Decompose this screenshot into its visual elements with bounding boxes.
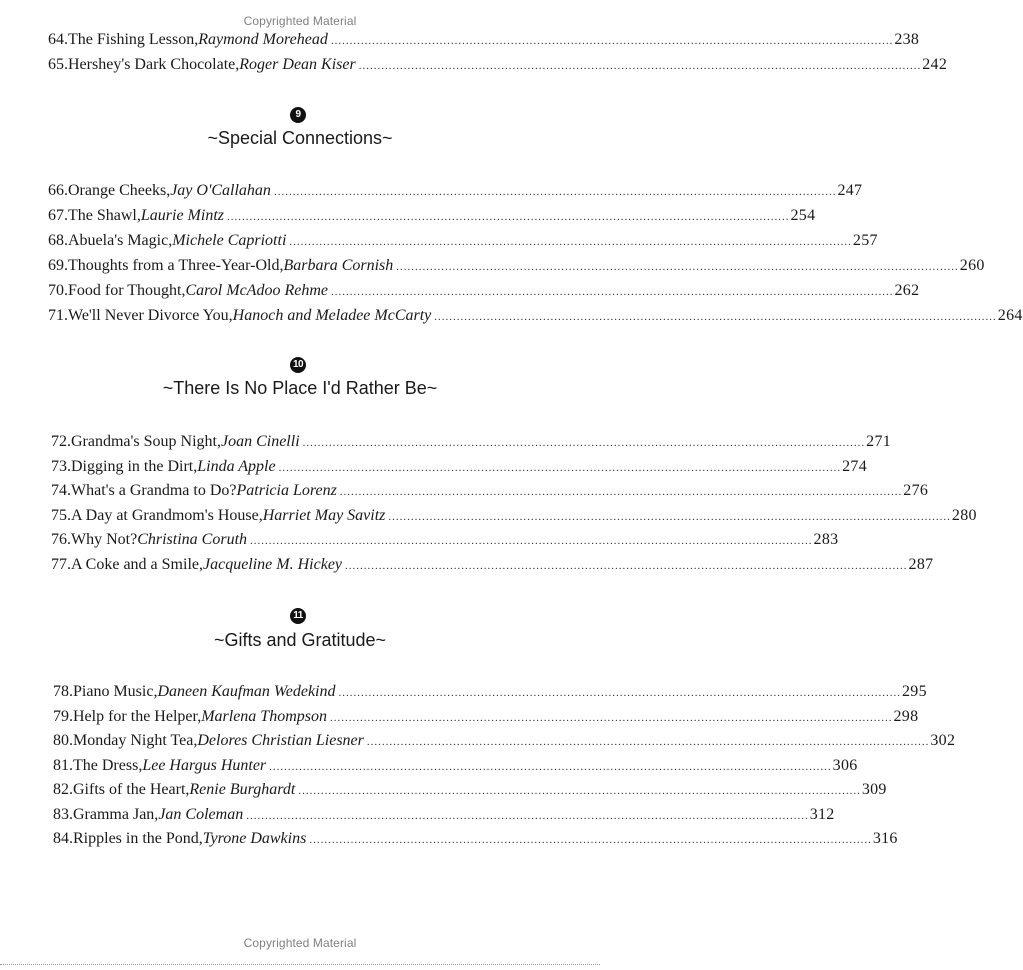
dot-leader: ......................................................................................................................................................	[298, 785, 861, 797]
entry-page: 280	[951, 507, 977, 524]
entry-title: Gifts of the Heart,	[73, 781, 190, 798]
entry-title: Why Not?	[71, 531, 138, 548]
entry-page: 260	[959, 257, 985, 274]
entry-page: 274	[842, 458, 867, 475]
entry-title: A Day at Grandmom's House,	[71, 507, 263, 524]
entry-number: 67.	[48, 207, 68, 224]
entry-title: Gramma Jan,	[73, 806, 159, 823]
dot-leader: ......................................................................................................................................................	[289, 236, 852, 248]
toc-entry[interactable]	[48, 181, 863, 202]
entry-number: 72.	[51, 433, 71, 450]
toc-entry[interactable]	[53, 829, 898, 850]
entry-page: 302	[930, 732, 956, 749]
dot-leader: ......................................................................................................................................................	[309, 834, 872, 846]
entry-title: The Dress,	[73, 757, 143, 774]
dot-leader: ......................................................................................................................................................	[302, 437, 866, 449]
entry-author: Carol McAdoo Rehme	[185, 282, 328, 299]
entry-number: 74.	[51, 482, 71, 499]
toc-entry[interactable]	[51, 555, 934, 576]
entry-number: 80.	[53, 732, 73, 749]
entry-number: 82.	[53, 781, 73, 798]
entry-author: Jacqueline M. Hickey	[202, 556, 343, 573]
entry-author: Roger Dean Kiser	[239, 56, 356, 73]
dot-leader: ......................................................................................................................................................	[358, 60, 922, 72]
chapter-heading: ~Gifts and Gratitude~	[213, 630, 387, 650]
entry-author: Laurie Mintz	[140, 207, 224, 224]
entry-author: Lee Hargus Hunter	[142, 757, 267, 774]
entry-number: 83.	[53, 806, 73, 823]
entry-page: 247	[837, 182, 863, 199]
entry-number: 78.	[53, 683, 73, 700]
dot-leader: ......................................................................................................................................................	[273, 186, 837, 198]
toc-entry[interactable]	[48, 206, 816, 227]
chapter-number-badge: 9	[290, 107, 306, 123]
entry-page: 316	[872, 830, 898, 847]
entry-page: 271	[866, 433, 892, 450]
dot-leader: ......................................................................................................................................................	[269, 761, 832, 773]
toc-entry[interactable]	[51, 530, 839, 551]
dot-leader: ......................................................................................................................................................	[366, 736, 930, 748]
entry-author: Harriet May Savitz	[262, 507, 386, 524]
entry-number: 65.	[48, 56, 68, 73]
dot-leader: ......................................................................................................................................................	[227, 211, 790, 223]
entry-title: Hershey's Dark Chocolate,	[68, 56, 240, 73]
entry-title: Thoughts from a Three-Year-Old,	[68, 257, 284, 274]
entry-page: 309	[861, 781, 887, 798]
entry-author: Marlena Thompson	[201, 708, 327, 725]
entry-title: Orange Cheeks,	[68, 182, 171, 199]
entry-title: Ripples in the Pond,	[73, 830, 203, 847]
toc-entry[interactable]	[51, 457, 867, 478]
entry-page: 276	[903, 482, 929, 499]
toc-entry[interactable]	[53, 805, 835, 826]
entry-page: 298	[893, 708, 919, 725]
dot-leader: ......................................................................................................................................................	[434, 311, 997, 323]
toc-entry[interactable]	[53, 707, 919, 728]
copyright-watermark-bottom: Copyrighted Material	[243, 936, 357, 950]
entry-author: Joan Cinelli	[220, 433, 300, 450]
toc-entry[interactable]	[48, 55, 948, 76]
entry-title: We'll Never Divorce You,	[68, 307, 233, 324]
toc-entry[interactable]	[53, 756, 858, 777]
toc-entry[interactable]	[51, 506, 977, 527]
entry-number: 68.	[48, 232, 68, 249]
copyright-watermark-top: Copyrighted Material	[243, 14, 357, 28]
dot-leader: ......................................................................................................................................................	[339, 486, 903, 498]
dot-leader: ......................................................................................................................................................	[396, 261, 959, 273]
toc-entry[interactable]	[48, 30, 920, 51]
dot-leader: ......................................................................................................................................................	[345, 560, 908, 572]
toc-entry[interactable]	[48, 256, 985, 277]
dot-leader: ......................................................................................................................................................	[329, 712, 893, 724]
entry-author: Tyrone Dawkins	[202, 830, 307, 847]
entry-title: Digging in the Dirt,	[71, 458, 198, 475]
entry-author: Renie Burghardt	[189, 781, 296, 798]
entry-page: 306	[832, 757, 858, 774]
entry-title: Help for the Helper,	[73, 708, 202, 725]
entry-number: 79.	[53, 708, 73, 725]
chapter-number-badge: 10	[290, 357, 306, 373]
entry-author: Daneen Kaufman Wedekind	[157, 683, 336, 700]
entry-page: 264	[997, 307, 1023, 324]
entry-number: 73.	[51, 458, 71, 475]
entry-title: What's a Grandma to Do?	[71, 482, 237, 499]
entry-author: Patricia Lorenz	[236, 482, 337, 499]
entry-title: Food for Thought,	[68, 282, 186, 299]
dot-leader: ......................................................................................................................................................	[330, 286, 894, 298]
entry-title: Piano Music,	[73, 683, 158, 700]
dot-leader: ......................................................................................................................................................	[338, 687, 901, 699]
dot-leader: ......................................................................................................................................................	[250, 535, 813, 547]
entry-number: 76.	[51, 531, 71, 548]
toc-entry[interactable]	[51, 432, 892, 453]
entry-author: Delores Christian Liesner	[197, 732, 364, 749]
chapter-number-badge: 11	[290, 608, 306, 624]
entry-title: Grandma's Soup Night,	[71, 433, 221, 450]
entry-page: 238	[894, 31, 920, 48]
entry-author: Raymond Morehead	[198, 31, 328, 48]
entry-number: 81.	[53, 757, 73, 774]
entry-number: 84.	[53, 830, 73, 847]
entry-author: Jan Coleman	[158, 806, 244, 823]
entry-number: 71.	[48, 307, 68, 324]
entry-title: A Coke and a Smile,	[71, 556, 203, 573]
entry-author: Linda Apple	[197, 458, 276, 475]
toc-entry[interactable]	[53, 780, 887, 801]
entry-page: 283	[813, 531, 839, 548]
entry-page: 287	[908, 556, 934, 573]
entry-number: 66.	[48, 182, 68, 199]
dot-leader: ......................................................................................................................................................	[246, 810, 809, 822]
entry-author: Christina Coruth	[137, 531, 248, 548]
entry-page: 262	[894, 282, 920, 299]
entry-title: The Shawl,	[68, 207, 141, 224]
toc-entry[interactable]	[53, 731, 956, 752]
entry-number: 77.	[51, 556, 71, 573]
entry-title: Monday Night Tea,	[73, 732, 198, 749]
entry-author: Hanoch and Meladee McCarty	[232, 307, 432, 324]
toc-entry[interactable]	[48, 231, 878, 252]
entry-author: Barbara Cornish	[283, 257, 394, 274]
entry-page: 257	[852, 232, 878, 249]
entry-number: 64.	[48, 31, 68, 48]
toc-entry[interactable]	[53, 682, 927, 703]
entry-title: The Fishing Lesson,	[68, 31, 199, 48]
chapter-heading: ~Special Connections~	[207, 128, 393, 148]
toc-entry[interactable]	[51, 481, 929, 502]
dot-leader: ......................................................................................................................................................	[278, 462, 842, 474]
entry-number: 75.	[51, 507, 71, 524]
chapter-heading: ~There Is No Place I'd Rather Be~	[162, 378, 438, 398]
page-edge-divider	[0, 964, 600, 965]
entry-page: 254	[790, 207, 816, 224]
entry-page: 312	[809, 806, 835, 823]
entry-page: 295	[902, 683, 927, 700]
toc-entry[interactable]	[48, 281, 920, 302]
entry-author: Jay O'Callahan	[170, 182, 271, 199]
dot-leader: ......................................................................................................................................................	[388, 511, 951, 523]
entry-title: Abuela's Magic,	[68, 232, 173, 249]
toc-entry[interactable]	[48, 306, 1023, 327]
entry-author: Michele Capriotti	[172, 232, 287, 249]
entry-number: 70.	[48, 282, 68, 299]
entry-number: 69.	[48, 257, 68, 274]
dot-leader: ......................................................................................................................................................	[330, 35, 894, 47]
entry-page: 242	[922, 56, 948, 73]
